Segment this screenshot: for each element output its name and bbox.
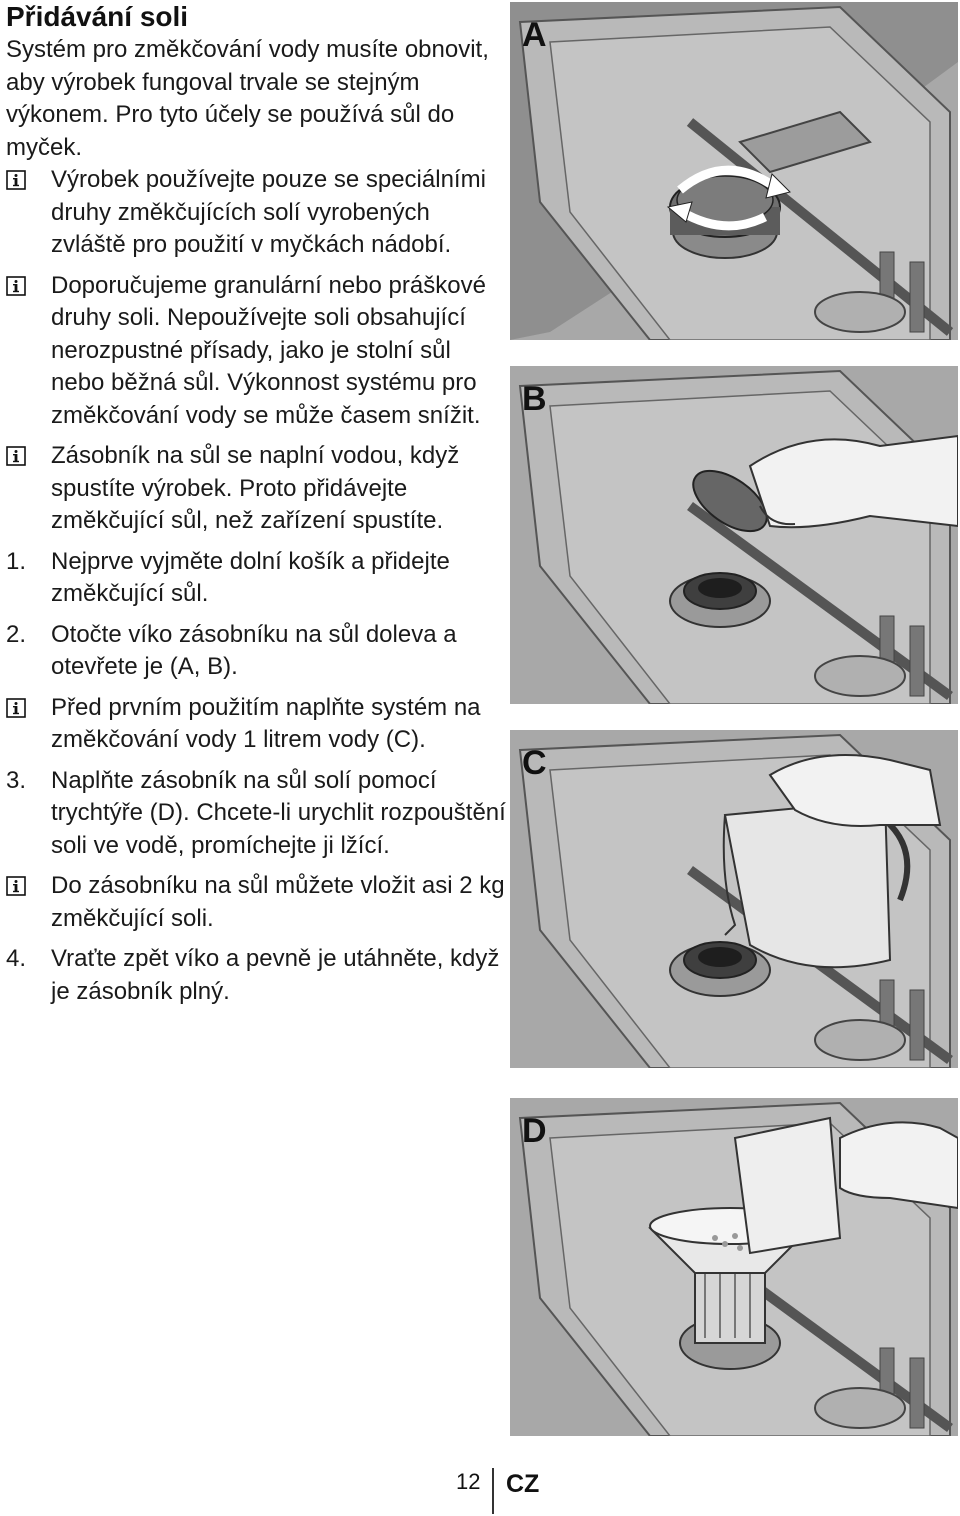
info-note xyxy=(6,164,506,262)
info-note-text: Do zásobníku na sůl můžete vložit asi 2 kg změkčující soli. xyxy=(51,872,505,932)
text-column xyxy=(6,0,506,1008)
panel-label-b: B xyxy=(522,380,547,418)
illustration-panel-c xyxy=(510,730,958,1068)
step-text: Naplňte zásobník na sůl solí pomocí trychtýře (D). Chcete-li urychlit rozpouštění soli ve vodě, promíchejte ji lžící. xyxy=(51,766,506,859)
page-title: Přidávání soli xyxy=(6,1,189,32)
illustration-pour-water xyxy=(510,730,958,1068)
step-number: 2. xyxy=(6,620,27,648)
info-note-text: Výrobek používejte pouze se speciálními druhy změkčujících solí vyrobených zvláště pro použití v myčkách nádobí. xyxy=(51,166,486,258)
illustration-fill-salt xyxy=(510,1098,958,1436)
info-note xyxy=(6,692,506,757)
step-text: Nejprve vyjměte dolní košík a přidejte změkčující sůl. xyxy=(51,547,450,607)
footer-divider xyxy=(492,1468,494,1514)
instruction-step xyxy=(6,619,506,684)
instruction-list xyxy=(6,164,506,1008)
instruction-step xyxy=(6,765,506,863)
info-note-text: Zásobník na sůl se naplní vodou, když spustíte výrobek. Proto přidávejte změkčující sůl, než zařízení spustíte. xyxy=(51,442,460,534)
page-footer xyxy=(456,1468,576,1516)
info-note-text: Před prvním použitím naplňte systém na změkčování vody 1 litrem vody (C). xyxy=(51,693,481,753)
info-marker xyxy=(6,164,26,200)
step-number: 4. xyxy=(6,945,27,972)
panel-label-c: C xyxy=(522,744,547,782)
panel-label-d: D xyxy=(522,1112,547,1150)
info-note xyxy=(6,270,506,433)
step-text: Otočte víko zásobníku na sůl doleva a otevřete je (A, B). xyxy=(51,620,457,680)
illustration-panel-b xyxy=(510,366,958,704)
info-note xyxy=(6,870,506,935)
intro-paragraph: Systém pro změkčování vody musíte obnovit, aby výrobek fungoval trvale se stejným výkonem. Pro tyto účely se používá sůl do myček. xyxy=(6,36,489,161)
instruction-step xyxy=(6,943,506,1008)
language-code: CZ xyxy=(506,1470,540,1498)
info-marker xyxy=(6,440,26,476)
panel-label-a: A xyxy=(522,16,547,54)
step-number: 1. xyxy=(6,547,27,575)
info-note xyxy=(6,440,506,538)
illustration-open-cap xyxy=(510,2,958,340)
info-marker xyxy=(6,870,26,906)
info-marker xyxy=(6,270,26,306)
info-icon xyxy=(6,698,26,718)
info-icon xyxy=(6,876,26,896)
illustration-panel-a xyxy=(510,2,958,340)
illustration-remove-cap xyxy=(510,366,958,704)
info-icon xyxy=(6,276,26,296)
illustration-panel-d xyxy=(510,1098,958,1436)
info-marker xyxy=(6,692,26,728)
instruction-step xyxy=(6,546,506,611)
info-icon xyxy=(6,170,26,190)
info-icon xyxy=(6,446,26,466)
step-number: 3. xyxy=(6,766,27,794)
step-text: Vraťte zpět víko a pevně je utáhněte, když je zásobník plný. xyxy=(51,945,500,1005)
page-number: 12 xyxy=(456,1469,481,1494)
info-note-text: Doporučujeme granulární nebo práškové druhy soli. Nepoužívejte soli obsahující nerozpustné přísady, jako je stolní sůl nebo běžná sůl. Výkonnost systému pro změkčování vody se může časem snížit. xyxy=(51,271,486,429)
